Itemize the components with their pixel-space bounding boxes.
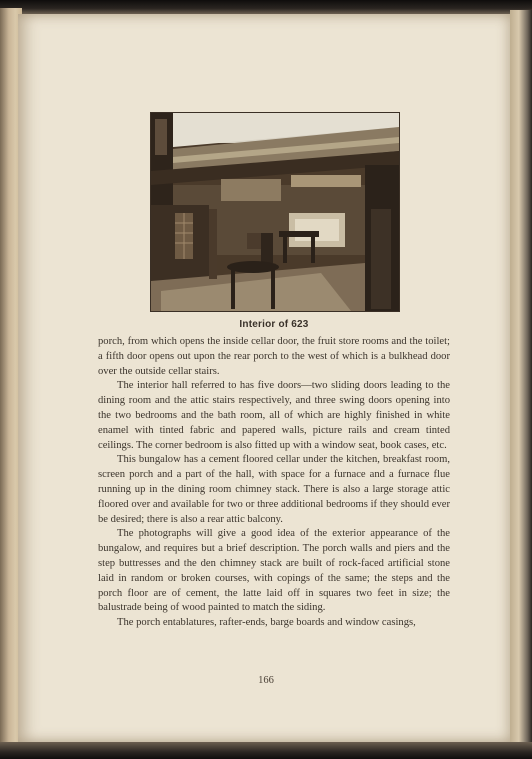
interior-photograph [150, 112, 400, 312]
photo-caption: Interior of 623 [239, 319, 309, 330]
paragraph: The porch entablatures, rafter-ends, barge boards and window casings, [117, 617, 416, 629]
body-text [98, 335, 450, 631]
paragraph: The photographs will give a good idea of the exterior appearance of the bungalow, and requires but a brief description. The porch walls and piers and the step buttresses and the den chimney stack are built of rock-faced artificial stone laid in random or broken courses, with copings of the same; the steps and the porch floor are of cement, the latte laid off in squares two feet in size; the balustrade being of wood painted to match the siding. [98, 528, 450, 614]
book-bottom-edge [0, 742, 532, 759]
book-right-edge [510, 10, 532, 750]
page-number: 166 [258, 675, 274, 686]
paragraph: The interior hall referred to has five doors—two sliding doors leading to the dining room and the attic stairs respectively, and three swing doors opening into the two bedrooms and the bath room, all of which are highly finished in white enamel with tinted fabric and papered walls, picture rails and cream tinted ceilings. The corner bedroom is also fitted up with a window seat, book cases, etc. [98, 380, 450, 451]
paragraph: This bungalow has a cement floored cellar under the kitchen, breakfast room, screen porch and a part of the hall, with space for a furnace and a furnace flue running up in the dining room chimney stack. There is also a large storage attic floored over and available for two or three additional bedrooms if they should ever be desired; there is also a rear attic balcony. [98, 454, 450, 525]
paragraph: porch, from which opens the inside cellar door, the fruit store rooms and the toilet; a fifth door opens out upon the rear porch to the west of which is a bulkhead door over the outside cellar stairs. [98, 336, 450, 377]
book-top-edge [0, 0, 532, 14]
